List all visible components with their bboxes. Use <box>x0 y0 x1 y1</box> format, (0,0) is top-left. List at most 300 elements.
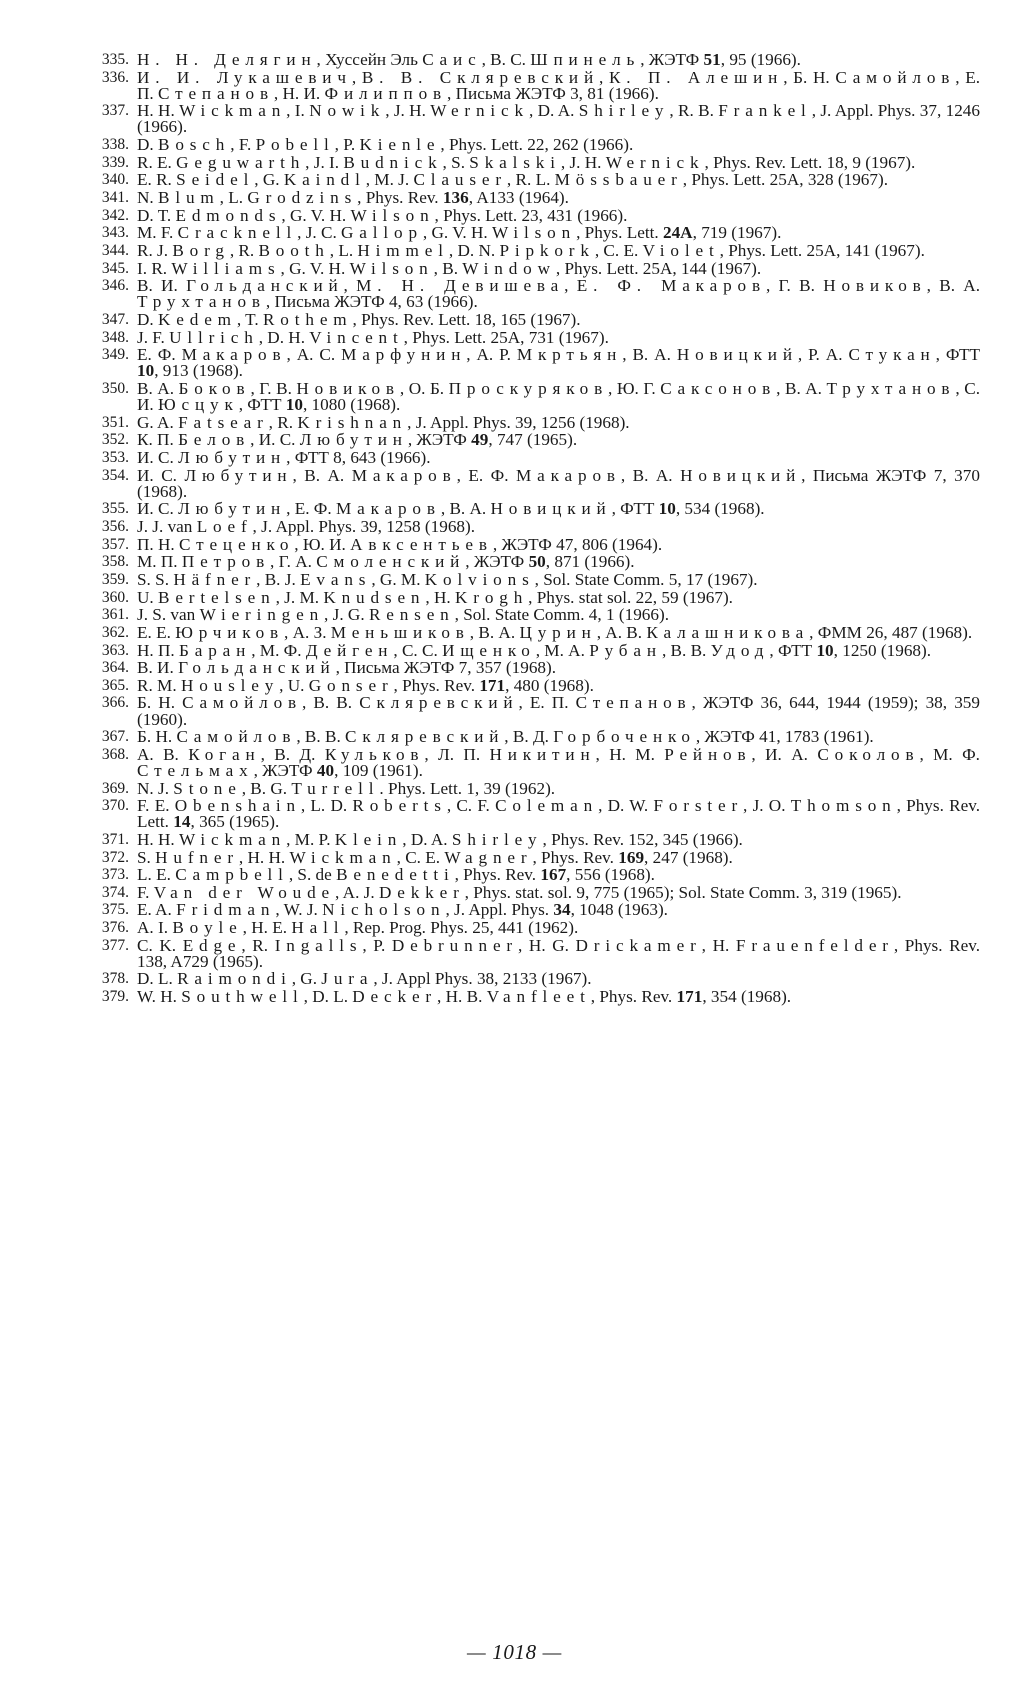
citation-text: C. K. <box>137 935 183 955</box>
citation-text: , M. P. <box>286 829 335 849</box>
citation-text: , <box>343 276 357 296</box>
citation-text: , P. <box>362 935 392 955</box>
author-name: Любутин <box>184 465 293 485</box>
author-name: Booth <box>258 240 330 260</box>
citation-text: , D. W. <box>598 796 654 816</box>
citation-text: А. В. <box>137 744 189 764</box>
reference-text <box>137 190 980 206</box>
citation-text: R. J. <box>137 240 173 260</box>
author-name: Knudsen <box>323 587 426 607</box>
author-name: Borg <box>172 240 230 260</box>
citation-text: , В. С. <box>481 50 531 69</box>
reference-number: 339. <box>101 153 129 171</box>
reference-text <box>137 867 980 883</box>
reference-text <box>137 554 980 570</box>
citation-text: , С. И. <box>137 378 980 415</box>
author-name: Wickman <box>289 847 397 867</box>
reference-entry <box>75 847 980 867</box>
author-name: Любутин <box>299 430 408 450</box>
volume-number: 136 <box>442 188 469 208</box>
reference-entry <box>75 137 980 153</box>
author-name: Frauenfelder <box>735 935 894 955</box>
author-name: Кульков <box>324 744 425 764</box>
reference-number: 350. <box>101 379 129 397</box>
author-name: Kedem <box>158 309 237 329</box>
citation-text: Е. Ф. <box>137 345 182 365</box>
volume-number: 51 <box>703 50 721 69</box>
author-name: Ingalls <box>274 935 363 955</box>
citation-text: N. <box>137 188 159 208</box>
citation-text: , R. <box>268 412 298 432</box>
author-name: Vanfleet <box>486 987 591 1007</box>
citation-text: В. И. <box>137 276 187 296</box>
citation-text: , Phys. Rev. Lett. 18, 165 (1967). <box>352 309 581 329</box>
author-name: Debrunner <box>391 935 518 955</box>
reference-text <box>137 67 980 103</box>
volume-number: 24A <box>662 223 693 243</box>
reference-number: 368. <box>101 745 129 763</box>
author-name: Boyle <box>172 918 243 938</box>
citation-text: A. I. <box>137 918 173 938</box>
citation-text: , S. <box>442 152 470 172</box>
citation-text: , R. B. <box>669 101 719 121</box>
citation-text: , 1080 (1968). <box>302 395 401 415</box>
citation-text: , 556 (1968). <box>566 865 655 885</box>
author-name: Cracknell <box>177 223 298 243</box>
citation-text: , F. <box>230 135 256 155</box>
author-name: Саис <box>422 50 482 69</box>
citation-text: , G. M. <box>371 569 425 589</box>
volume-number: 10 <box>816 640 834 660</box>
citation-text: , J. C. <box>297 223 342 243</box>
reference-text <box>137 103 980 135</box>
citation-text: , М. А. <box>535 640 590 660</box>
citation-text: , Ю. Г. <box>608 378 661 398</box>
citation-text: D. <box>137 135 159 155</box>
citation-text: , 719 (1967). <box>692 223 782 243</box>
reference-number: 340. <box>101 171 129 189</box>
citation-text: , Н. И. <box>273 83 325 103</box>
reference-number: 354. <box>101 466 129 484</box>
author-name: Wickman <box>179 101 287 121</box>
citation-text: , В. А. <box>926 276 980 296</box>
citation-text: , Е. П. <box>137 67 980 103</box>
volume-number: 50 <box>528 552 546 572</box>
citation-text: И. С. <box>137 499 179 519</box>
citation-text: , C. F. <box>446 796 496 816</box>
author-name: Ищенко <box>442 640 536 660</box>
author-name: Krishnan <box>297 412 408 432</box>
reference-entry <box>75 798 980 830</box>
volume-number: 10 <box>658 499 676 519</box>
citation-text: , Phys. Lett. 25A, 731 (1967). <box>403 327 609 347</box>
author-name: Krogh <box>454 587 529 607</box>
reference-number: 348. <box>101 328 129 346</box>
author-name: Любутин <box>178 499 287 519</box>
citation-text: , H. G. <box>518 935 576 955</box>
author-name: Самойлов <box>182 693 302 713</box>
citation-text: , S. de <box>288 865 337 885</box>
reference-entry <box>75 205 980 225</box>
reference-entry <box>75 729 980 745</box>
author-name: Clauser <box>413 170 507 190</box>
citation-text: , Хуссейн Эль <box>316 50 423 69</box>
author-name: Vincent <box>309 327 404 347</box>
citation-text: , 480 (1968). <box>505 675 594 695</box>
citation-text: , H. H. <box>238 847 290 867</box>
citation-text: , J. M. <box>275 587 324 607</box>
citation-text: , Phys. Rev. <box>393 675 480 695</box>
author-name: Williams <box>171 258 281 278</box>
citation-text: , Sol. State Comm. 4, 1 (1966). <box>454 605 669 625</box>
citation-text: , О. Б. <box>399 378 449 398</box>
citation-text: , U. <box>279 675 309 695</box>
reference-text <box>137 327 980 347</box>
citation-text: , В. А. <box>776 378 827 398</box>
volume-number: 10 <box>285 395 303 415</box>
volume-number: 10 <box>137 361 155 381</box>
citation-text: , В. Д. <box>260 744 325 764</box>
citation-text: , D. H. <box>258 327 310 347</box>
citation-text: D. <box>137 309 159 329</box>
author-name: Петров <box>181 552 271 572</box>
author-name: Skalski <box>469 152 561 172</box>
reference-number: 367. <box>101 728 129 746</box>
reference-entry <box>75 882 980 902</box>
author-name: Соколов <box>817 744 920 764</box>
reference-entry <box>75 935 980 971</box>
reference-number: 379. <box>101 988 129 1006</box>
author-name: Wilson <box>492 223 577 243</box>
author-name: Новиков <box>296 378 400 398</box>
reference-text <box>137 152 980 172</box>
citation-text: , 1250 (1968). <box>833 640 932 660</box>
author-name: Campbell <box>175 865 289 885</box>
citation-text: , А. З. <box>283 622 331 642</box>
reference-number: 360. <box>101 588 129 606</box>
citation-text: , R. L. <box>506 170 555 190</box>
reference-text <box>137 902 980 918</box>
citation-text: , J. G. <box>324 605 369 625</box>
citation-text: , D. A. <box>528 101 579 121</box>
citation-text: , Письма ЖЭТФ 4, 63 (1966). <box>265 292 478 312</box>
citation-text: Б. Н. <box>137 693 183 713</box>
reference-number: 373. <box>101 866 129 884</box>
author-name: Pobell <box>255 135 335 155</box>
citation-text: , C. E. <box>396 847 445 867</box>
citation-text: , R. <box>241 935 275 955</box>
citation-text: , 354 (1968). <box>702 987 792 1007</box>
citation-text: , Н. М. <box>595 744 665 764</box>
reference-number: 376. <box>101 919 129 937</box>
citation-text: , В. Д. <box>504 727 554 747</box>
reference-entry <box>75 971 980 987</box>
author-name: Стельмах <box>137 760 254 780</box>
author-name: Новиков <box>823 276 927 296</box>
author-name: Hall <box>291 918 345 938</box>
citation-text: , Письма ЖЭТФ 7, 357 (1968). <box>335 658 557 678</box>
citation-text: , H. <box>425 587 455 607</box>
reference-number: 338. <box>101 136 129 154</box>
reference-entry <box>75 327 980 347</box>
citation-text: , R. <box>229 240 259 260</box>
reference-entry <box>75 675 980 695</box>
volume-number: 49 <box>471 430 489 450</box>
reference-text <box>137 971 980 987</box>
citation-text: , D. A. <box>402 829 452 849</box>
reference-text <box>137 137 980 153</box>
citation-text: , Phys. Lett. 23, 431 (1966). <box>434 205 628 225</box>
reference-number: 346. <box>101 277 129 295</box>
citation-text: , Е. П. <box>518 693 576 713</box>
author-name: Fridman <box>176 900 276 920</box>
author-name: Меньшиков <box>330 622 470 642</box>
author-name: Decker <box>352 987 438 1007</box>
reference-number: 349. <box>101 346 129 364</box>
author-name: Смоленский <box>316 552 466 572</box>
citation-text: I. R. <box>137 258 172 278</box>
author-name: Гольданский <box>178 658 336 678</box>
citation-text: , ФТТ <box>769 640 817 660</box>
reference-number: 347. <box>101 310 129 328</box>
citation-text: , I. <box>286 101 310 121</box>
reference-number: 369. <box>101 779 129 797</box>
citation-text: , 747 (1965). <box>488 430 578 450</box>
reference-number: 341. <box>101 189 129 207</box>
author-name: Bertelsen <box>158 587 276 607</box>
author-name: Grodzins <box>247 188 358 208</box>
citation-text: , H. B. <box>437 987 487 1007</box>
citation-text: , Phys. Rev. <box>357 188 443 208</box>
volume-number: 171 <box>676 987 703 1007</box>
author-name: Wieringen <box>199 605 325 625</box>
author-name: Gonser <box>308 675 394 695</box>
reference-entry <box>75 103 980 135</box>
citation-text: , J. Appl. Phys. 39, 1256 (1968). <box>407 412 630 432</box>
reference-text <box>137 989 980 1005</box>
citation-text: , G. V. H. <box>281 205 351 225</box>
reference-text <box>137 798 980 830</box>
citation-text: , 913 (1968). <box>154 361 243 381</box>
author-name: Горбоченко <box>553 727 696 747</box>
author-name: М. Н. Девишева <box>356 276 565 296</box>
citation-text: , В. В. <box>301 693 360 713</box>
citation-text: Е. Е. <box>137 622 176 642</box>
citation-text: , Phys. Rev. 138, A729 (1965). <box>137 935 980 971</box>
reference-text <box>137 258 980 278</box>
reference-entry <box>75 640 980 660</box>
author-name: Скляревский <box>345 727 505 747</box>
citation-text: , 109 (1961). <box>334 760 423 780</box>
citation-text: , G. V. H. <box>280 258 350 278</box>
citation-text: , C. E. <box>594 240 643 260</box>
author-name: Трухтанов <box>826 378 956 398</box>
citation-text: , B. G. <box>241 778 292 798</box>
author-name: В. В. Скляревский <box>361 67 599 87</box>
citation-text: , М. Ф. <box>251 640 306 660</box>
citation-text: F. E. <box>137 796 175 816</box>
reference-number: 343. <box>101 224 129 242</box>
citation-text: , 365 (1965). <box>190 812 280 832</box>
citation-text: , Rep. Prog. Phys. 25, 441 (1962). <box>344 918 579 938</box>
citation-text: , L. D. <box>300 796 353 816</box>
citation-text: N. J. <box>137 778 174 798</box>
author-name: Wickman <box>179 829 287 849</box>
reference-text <box>137 935 980 971</box>
citation-text: , Phys. Lett. 25A, 141 (1967). <box>719 240 925 260</box>
citation-text: . Phys. Lett. 1, 39 (1962). <box>379 778 556 798</box>
author-name: Никитин <box>489 744 596 764</box>
citation-text: E. R. <box>137 170 177 190</box>
reference-text <box>137 465 980 501</box>
citation-text: , Г. А. <box>270 552 317 572</box>
author-name: Н. Н. Делягин <box>137 50 317 69</box>
citation-text: , H. <box>701 935 736 955</box>
author-name: Nowik <box>309 101 386 121</box>
citation-text: , ЖЭТФ <box>465 552 529 572</box>
author-name: Drickamer <box>575 935 702 955</box>
reference-entry <box>75 378 980 415</box>
reference-entry <box>75 225 980 241</box>
citation-text: , В. А. <box>620 465 681 485</box>
citation-text: , В. А. <box>440 499 491 519</box>
reference-number: 351. <box>101 413 129 431</box>
author-name: Blum <box>158 188 220 208</box>
reference-entry <box>75 695 980 727</box>
reference-number: 352. <box>101 431 129 449</box>
author-name: Филиппов <box>324 83 447 103</box>
author-name: Wilson <box>350 205 435 225</box>
reference-entry <box>75 309 980 329</box>
citation-text: , J. I. <box>305 152 344 172</box>
author-name: Rothem <box>263 309 353 329</box>
reference-number: 371. <box>101 830 129 848</box>
reference-text <box>137 660 980 676</box>
reference-text <box>137 309 980 329</box>
reference-number: 377. <box>101 936 129 954</box>
citation-text: , Е. Ф. <box>286 499 336 519</box>
author-name: Dekker <box>378 882 465 902</box>
citation-text: , J. H. <box>385 101 431 121</box>
citation-text: J. J. van <box>137 517 197 537</box>
citation-text: , ФТТ <box>935 345 980 365</box>
author-name: Дейген <box>305 640 394 660</box>
author-name: Макаров <box>515 465 621 485</box>
citation-text: , J. O. <box>743 796 791 816</box>
author-name: Turrell <box>291 778 380 798</box>
reference-entry <box>75 829 980 849</box>
reference-number: 355. <box>101 500 129 518</box>
citation-text: , Phys. Rev. <box>590 987 677 1007</box>
citation-text: И. С. <box>137 448 179 467</box>
author-name: Саксонов <box>660 378 777 398</box>
citation-text: , Sol. State Comm. 5, 17 (1967). <box>534 569 758 589</box>
citation-text: , 247 (1968). <box>644 847 733 867</box>
citation-text: , D. N. <box>448 240 500 260</box>
author-name: Häfner <box>173 569 257 589</box>
citation-text: В. А. <box>137 378 179 398</box>
citation-text: М. П. <box>137 552 182 572</box>
citation-text: , L. <box>219 188 248 208</box>
citation-text: , В. А. <box>622 345 677 365</box>
citation-text: R. E. <box>137 152 177 172</box>
citation-text: , <box>564 276 577 296</box>
citation-text: , Л. П. <box>424 744 490 764</box>
author-name: Van der Woude <box>153 882 336 902</box>
citation-text: , P. <box>334 135 360 155</box>
citation-text: , D. L. <box>303 987 353 1007</box>
reference-entry <box>75 607 980 623</box>
citation-text: , Phys. Lett. 22, 262 (1966). <box>440 135 634 155</box>
volume-number: 169 <box>618 847 645 867</box>
citation-text: J. S. van <box>137 605 200 625</box>
citation-text: , ЖЭТФ <box>253 760 317 780</box>
reference-text <box>137 52 980 68</box>
reference-number: 335. <box>101 51 129 68</box>
author-name: Edmonds <box>175 205 282 225</box>
reference-number: 353. <box>101 449 129 466</box>
reference-text <box>137 205 980 225</box>
volume-number: 171 <box>479 675 506 695</box>
reference-entry <box>75 554 980 570</box>
volume-number: 40 <box>316 760 335 780</box>
citation-text: Н. Н. <box>137 101 180 121</box>
author-name: Bosch <box>158 135 231 155</box>
citation-text: , H. E. <box>242 918 292 938</box>
citation-text: M. F. <box>137 223 178 243</box>
author-name: Mössbauer <box>554 170 683 190</box>
reference-list <box>75 52 980 1007</box>
citation-text: , Р. А. <box>797 345 849 365</box>
citation-text: Б. Н. <box>137 727 177 747</box>
reference-number: 359. <box>101 570 129 588</box>
citation-text: , A. J. <box>335 882 379 902</box>
reference-text <box>137 778 980 798</box>
author-name: И. И. Лукашевич <box>137 67 352 87</box>
reference-number: 344. <box>101 241 129 259</box>
author-name: Авксентьев <box>350 534 493 554</box>
citation-text: , ЖЭТФ <box>407 430 472 450</box>
author-name: Ullrich <box>169 327 259 347</box>
author-name: Evans <box>300 569 372 589</box>
reference-entry <box>75 920 980 936</box>
reference-text <box>137 412 980 432</box>
reference-entry <box>75 240 980 260</box>
citation-text: , Phys. stat. sol. 9, 775 (1965); Sol. State Comm. 3, 319 (1965). <box>464 882 902 902</box>
citation-text: , А. Р. <box>466 345 517 365</box>
reference-text <box>137 847 980 867</box>
reference-number: 361. <box>101 606 129 624</box>
reference-entry <box>75 989 980 1005</box>
author-name: Fatsear <box>178 412 269 432</box>
reference-number: 365. <box>101 676 129 694</box>
author-name: Цурин <box>519 622 597 642</box>
reference-entry <box>75 152 980 172</box>
author-name: Е. Ф. Макаров <box>576 276 766 296</box>
author-name: Wernick <box>430 101 529 121</box>
reference-entry <box>75 902 980 918</box>
reference-entry <box>75 432 980 448</box>
reference-entry <box>75 744 980 780</box>
citation-text: , ФТТ <box>238 395 286 415</box>
author-name: Seidel <box>176 170 255 190</box>
reference-entry <box>75 622 980 642</box>
citation-text: , J. Appl. Phys. 37, 1246 (1966). <box>137 101 980 137</box>
citation-text: , A133 (1964). <box>468 188 569 208</box>
citation-text: , Phys. Lett. <box>576 223 663 243</box>
author-name: Новицкий <box>490 499 612 519</box>
citation-text: , ЖЭТФ 47, 806 (1964). <box>492 534 663 554</box>
